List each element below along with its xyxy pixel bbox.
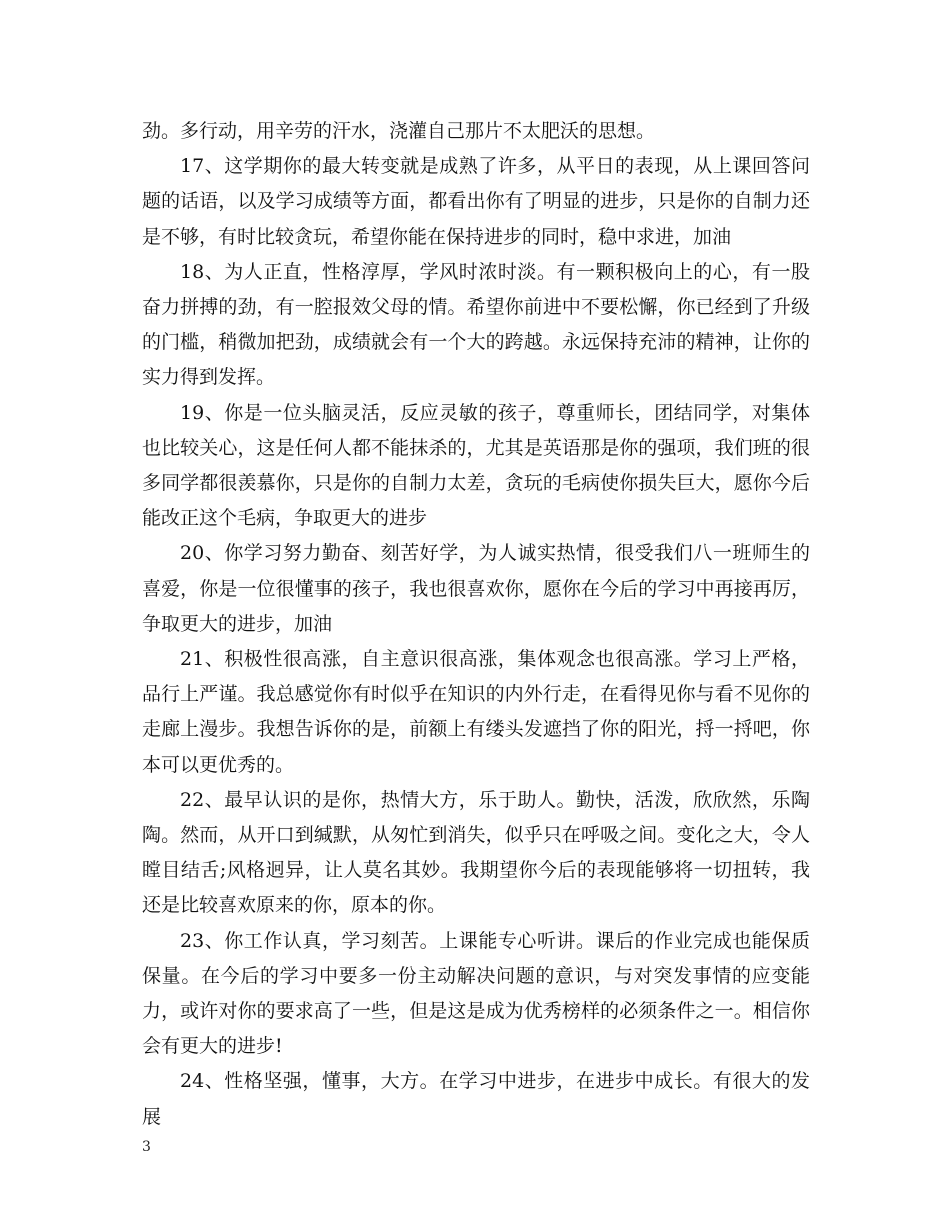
paragraph-comment-22: 22、最早认识的是你，热情大方，乐于助人。勤快，活泼，欣欣然，乐陶陶。然而，从开口到缄默，从匆忙到消失，似乎只在呼吸之间。变化之大，令人瞠目结舌;风格迥异，让人莫名其妙。我期望你今后的表现能够将一切扭转，我还是比较喜欢原来的你，原本的你。 [142, 788, 810, 917]
paragraph-comment-18: 18、为人正直，性格淳厚，学风时浓时淡。有一颗积极向上的心，有一股奋力拼搏的劲，有一腔报效父母的情。希望你前进中不要松懈，你已经到了升级的门槛，稍微加把劲，成绩就会有一个大的跨越。永远保持充沛的精神，让你的实力得到发挥。 [142, 260, 810, 389]
paragraph-comment-24: 24、性格坚强，懂事，大方。在学习中进步，在进步中成长。有很大的发展 [142, 1070, 810, 1128]
page-number: 3 [142, 1139, 151, 1155]
paragraph-comment-20: 20、你学习努力勤奋、刻苦好学，为人诚实热情，很受我们八一班师生的喜爱，你是一位很懂事的孩子，我也很喜欢你，愿你在今后的学习中再接再厉，争取更大的进步，加油 [142, 542, 810, 635]
paragraph-comment-23: 23、你工作认真，学习刻苦。上课能专心听讲。课后的作业完成也能保质保量。在今后的学习中要多一份主动解决问题的意识，与对突发事情的应变能力，或许对你的要求高了一些，但是这是成为优秀榜样的必须条件之一。相信你会有更大的进步! [142, 929, 810, 1058]
paragraph-comment-19: 19、你是一位头脑灵活，反应灵敏的孩子，尊重师长，团结同学，对集体也比较关心，这是任何人都不能抹杀的，尤其是英语那是你的强项，我们班的很多同学都很羡慕你，只是你的自制力太差，贪玩的毛病使你损失巨大，愿你今后能改正这个毛病，争取更大的进步 [142, 401, 810, 530]
paragraph-continuation: 劲。多行动，用辛劳的汗水，浇灌自己那片不太肥沃的思想。 [142, 120, 656, 142]
paragraph-comment-21: 21、积极性很高涨，自主意识很高涨，集体观念也很高涨。学习上严格，品行上严谨。我总感觉你有时似乎在知识的内外行走，在看得见你与看不见你的走廊上漫步。我想告诉你的是，前额上有缕头发遮挡了你的阳光，捋一捋吧，你本可以更优秀的。 [142, 648, 810, 776]
paragraph-comment-17: 17、这学期你的最大转变就是成熟了许多，从平日的表现，从上课回答问题的话语，以及学习成绩等方面，都看出你有了明显的进步，只是你的自制力还是不够，有时比较贪玩，希望你能在保持进步的同时，稳中求进，加油 [142, 155, 810, 248]
document-body [142, 114, 810, 1135]
